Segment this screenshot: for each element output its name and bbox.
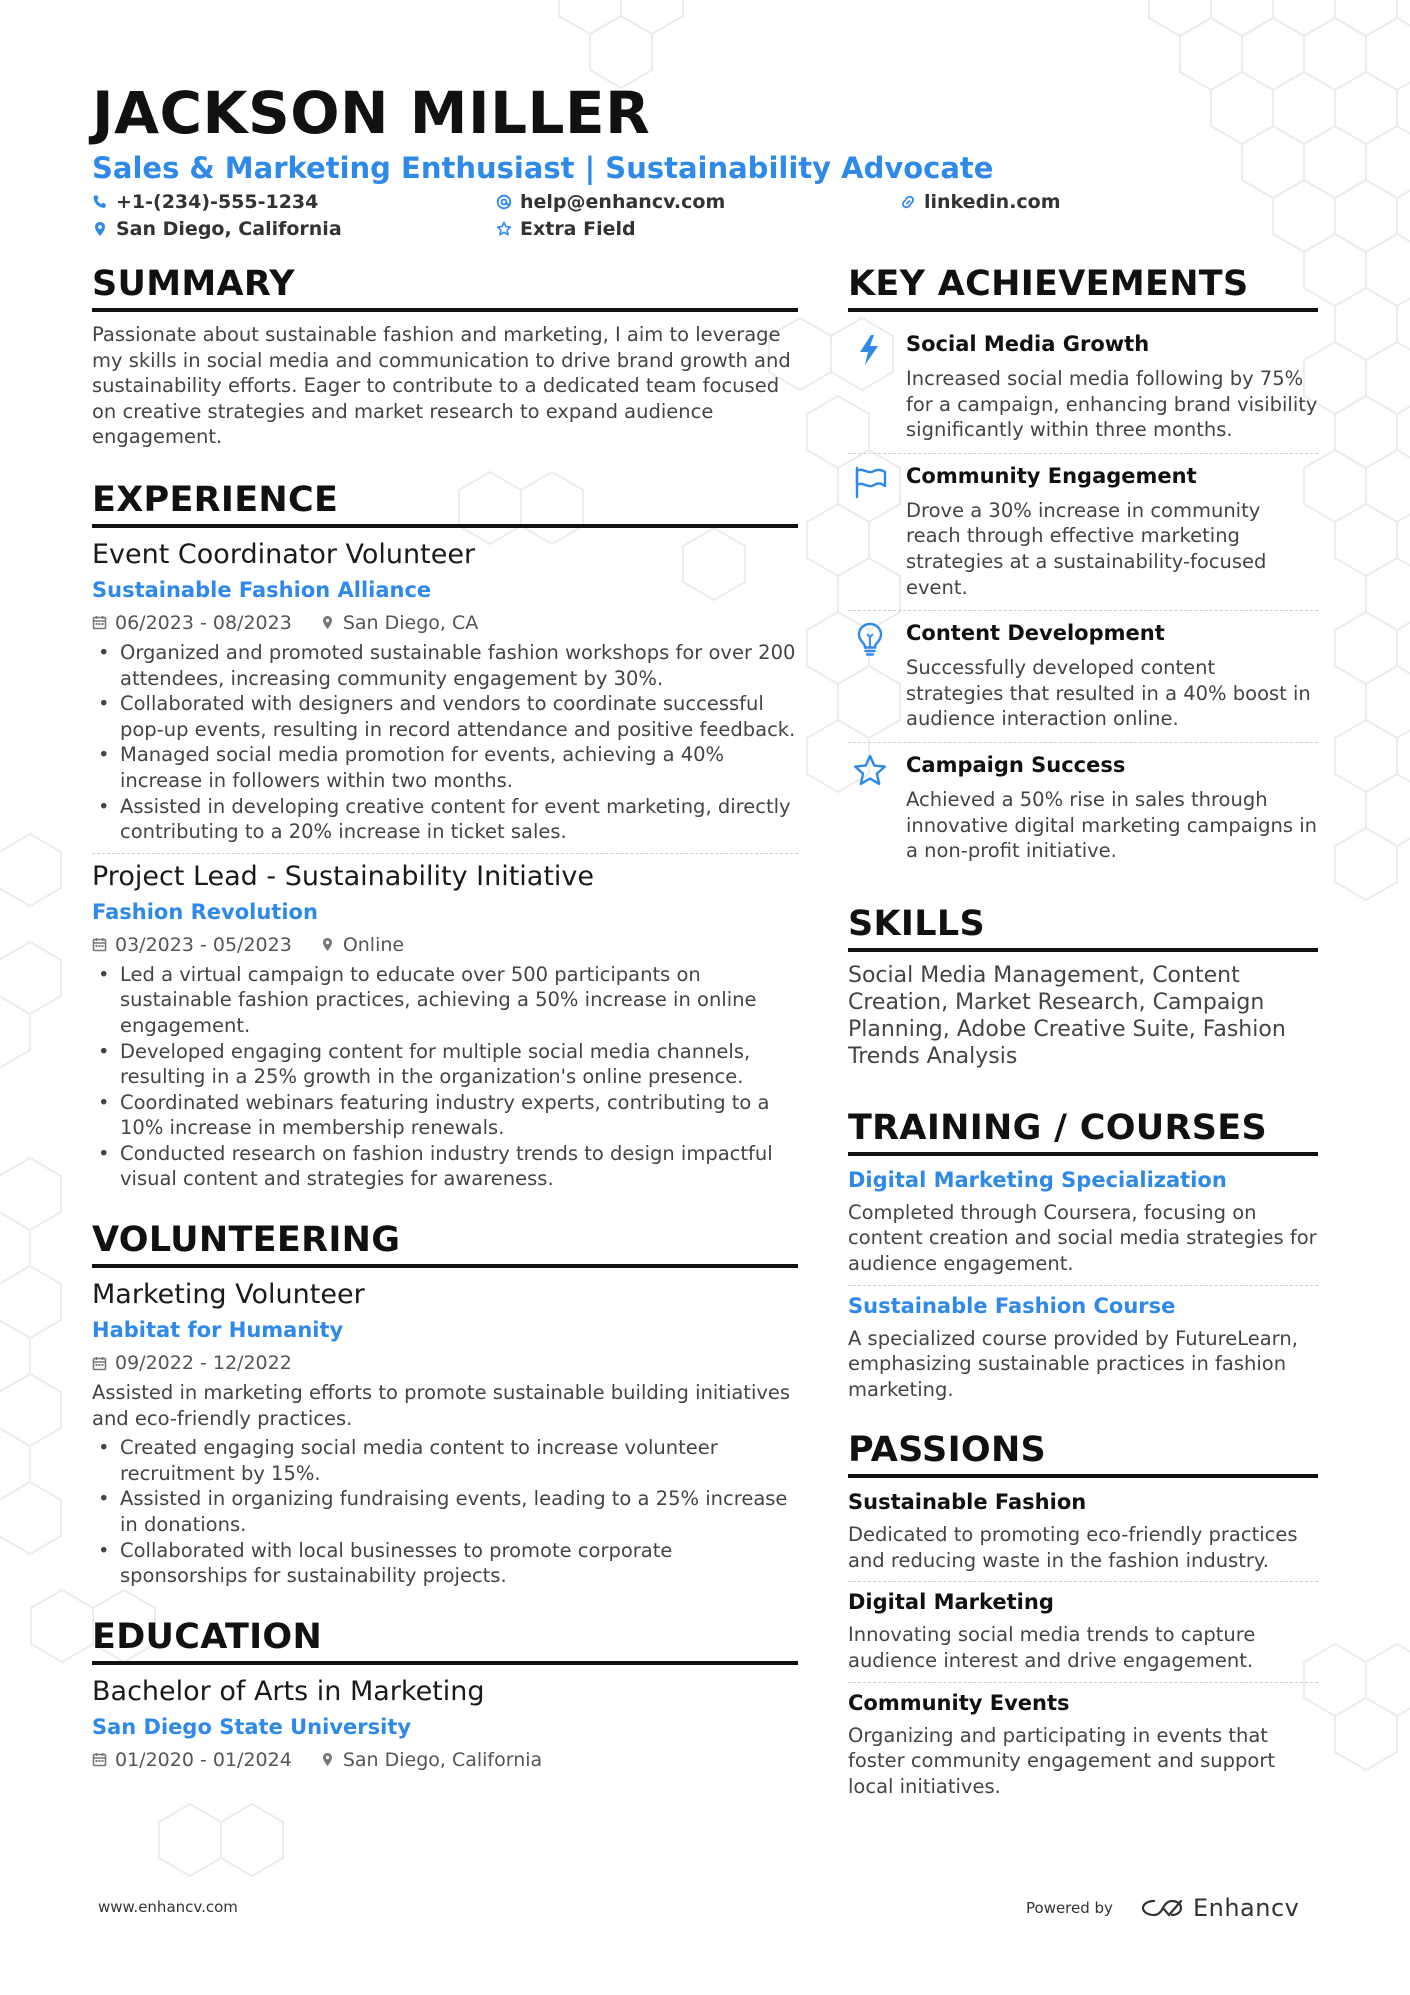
enhancv-logo-icon	[1139, 1897, 1185, 1919]
lightbulb-icon	[852, 621, 888, 657]
passion-title: Digital Marketing	[848, 1590, 1054, 1615]
brand-name: Enhancv	[1192, 1894, 1300, 1922]
job-title: Project Lead - Sustainability Initiative	[92, 860, 595, 892]
training-heading: TRAINING / COURSES	[848, 1106, 1318, 1156]
extra-field-text: Extra Field	[520, 218, 636, 240]
achievement-item	[848, 743, 1318, 874]
job-meta	[92, 932, 798, 958]
skills-section	[848, 902, 1318, 1070]
achievement-title: Campaign Success	[906, 752, 1126, 777]
achievement-desc: Increased social media following by 75% for a campaign, enhancing brand visibility significantly within three months.	[906, 367, 1318, 442]
location-pin-icon	[92, 221, 108, 237]
passion-desc: Dedicated to promoting eco-friendly practices and reducing waste in the fashion industry.	[848, 1523, 1298, 1572]
school-name: San Diego State University	[92, 1714, 412, 1739]
job-bullet: • Managed social media promotion for events, achieving a 40% increase in followers within two months.	[92, 742, 798, 793]
contact-linkedin[interactable]	[900, 190, 1061, 214]
footer-branding	[1026, 1894, 1299, 1922]
flag-icon	[852, 464, 888, 500]
experience-heading: EXPERIENCE	[92, 478, 798, 528]
achievements-section	[848, 262, 1318, 874]
job-dates	[92, 932, 292, 958]
phone-text: +1-(234)-555-1234	[116, 191, 319, 213]
experience-entry	[92, 538, 798, 845]
job-location-text: San Diego, CA	[342, 611, 479, 634]
divider	[848, 1682, 1318, 1683]
volunteer-dates	[92, 1350, 292, 1376]
achievement-desc: Successfully developed content strategies that resulted in a 40% boost in audience interaction online.	[906, 656, 1311, 731]
course-title: Digital Marketing Specialization	[848, 1167, 1227, 1192]
job-bullet: • Coordinated webinars featuring industry experts, contributing to a 10% increase in membership renewals.	[92, 1090, 798, 1141]
calendar-icon	[92, 615, 107, 630]
education-dates	[92, 1747, 292, 1773]
calendar-icon	[92, 1752, 107, 1767]
job-bullet: • Organized and promoted sustainable fashion workshops for over 200 attendees, increasing community engagement by 30%.	[92, 640, 798, 691]
phone-icon	[92, 194, 108, 210]
location-text: San Diego, California	[116, 218, 342, 240]
volunteering-heading: VOLUNTEERING	[92, 1218, 798, 1268]
star-outline-icon	[496, 221, 512, 237]
divider	[848, 1285, 1318, 1286]
summary-text: Passionate about sustainable fashion and marketing, I aim to leverage my skills in social media and communication to drive brand growth and sustainability efforts. Eager to contribute to a dedicated team focused on creative strategies and market research to expand audience engagement.	[92, 323, 791, 449]
job-bullet: • Conducted research on fashion industry trends to design impactful visual content and strategies for awareness.	[92, 1141, 798, 1192]
achievement-item	[848, 611, 1318, 742]
job-location	[320, 610, 478, 636]
link-icon	[900, 194, 916, 210]
job-bullet: • Led a virtual campaign to educate over 500 participants on sustainable fashion practices, achieving a 50% increase in online engagement.	[92, 962, 798, 1039]
job-title: Event Coordinator Volunteer	[92, 538, 476, 570]
volunteering-section	[92, 1218, 798, 1589]
job-location	[320, 932, 404, 958]
skills-heading: SKILLS	[848, 902, 1318, 952]
contact-phone[interactable]	[92, 190, 318, 214]
skills-text: Social Media Management, Content Creation, Market Research, Campaign Planning, Adobe Creative Suite, Fashion Trends Analysis	[848, 962, 1286, 1069]
volunteer-meta	[92, 1350, 798, 1376]
linkedin-text: linkedin.com	[924, 191, 1061, 213]
achievement-item	[848, 454, 1318, 610]
achievement-title: Social Media Growth	[906, 332, 1150, 356]
experience-entry	[92, 860, 798, 1192]
education-section	[92, 1615, 798, 1773]
contact-location	[92, 217, 342, 241]
job-dates-text: 06/2023 - 08/2023	[115, 611, 292, 634]
volunteer-org: Habitat for Humanity	[92, 1318, 344, 1343]
education-location	[320, 1747, 542, 1773]
left-column	[92, 262, 798, 1773]
education-heading: EDUCATION	[92, 1615, 798, 1665]
location-pin-icon	[320, 615, 335, 630]
lightning-icon-wrap	[848, 330, 892, 443]
achievement-title: Community Engagement	[906, 463, 1197, 488]
job-bullets	[92, 962, 798, 1192]
job-bullet: • Developed engaging content for multiple social media channels, resulting in a 25% growth in the organization's online presence.	[92, 1039, 798, 1090]
candidate-headline: Sales & Marketing Enthusiast | Sustainability Advocate	[92, 151, 994, 185]
email-text: help@enhancv.com	[520, 191, 726, 213]
volunteer-description: Assisted in marketing efforts to promote sustainable building initiatives and eco-friendly practices.	[92, 1381, 791, 1430]
achievements-heading: KEY ACHIEVEMENTS	[848, 262, 1318, 312]
divider	[848, 1581, 1318, 1582]
star-icon-wrap	[848, 751, 892, 864]
location-pin-icon	[320, 937, 335, 952]
right-column	[848, 262, 1318, 1799]
job-bullets	[92, 640, 798, 845]
volunteer-bullet: • Collaborated with local businesses to promote corporate sponsorships for sustainability projects.	[92, 1538, 798, 1589]
location-pin-icon	[320, 1752, 335, 1767]
achievement-item	[848, 322, 1318, 453]
passions-heading: PASSIONS	[848, 1428, 1318, 1478]
job-dates	[92, 610, 292, 636]
enhancv-logo[interactable]	[1139, 1894, 1299, 1922]
summary-section	[92, 262, 798, 450]
training-section	[848, 1106, 1318, 1403]
experience-section	[92, 478, 798, 1192]
passions-section	[848, 1428, 1318, 1799]
job-dates-text: 03/2023 - 05/2023	[115, 933, 292, 956]
company-name: Fashion Revolution	[92, 899, 318, 924]
passion-title: Sustainable Fashion	[848, 1490, 1087, 1515]
education-meta	[92, 1747, 798, 1773]
divider	[92, 853, 798, 854]
volunteer-dates-text: 09/2022 - 12/2022	[115, 1352, 292, 1375]
degree: Bachelor of Arts in Marketing	[92, 1675, 485, 1707]
achievement-desc: Drove a 30% increase in community reach through effective marketing strategies at a sustainability-focused event.	[906, 498, 1267, 599]
calendar-icon	[92, 937, 107, 952]
flag-icon-wrap	[848, 462, 892, 600]
education-location-text: San Diego, California	[342, 1748, 543, 1771]
course-desc: A specialized course provided by FutureLearn, emphasizing sustainable practices in fashion marketing.	[848, 1326, 1298, 1401]
education-dates-text: 01/2020 - 01/2024	[115, 1748, 292, 1771]
passion-title: Community Events	[848, 1690, 1070, 1715]
volunteer-bullets	[92, 1435, 798, 1589]
lightning-icon	[852, 332, 888, 368]
summary-heading: SUMMARY	[92, 262, 798, 312]
volunteer-bullet: • Assisted in organizing fundraising events, leading to a 25% increase in donations.	[92, 1486, 798, 1537]
volunteer-role: Marketing Volunteer	[92, 1279, 365, 1311]
contact-email[interactable]	[496, 190, 725, 214]
lightbulb-icon-wrap	[848, 619, 892, 732]
achievement-desc: Achieved a 50% rise in sales through innovative digital marketing campaigns in a non-profit initiative.	[906, 787, 1317, 863]
company-name: Sustainable Fashion Alliance	[92, 577, 432, 602]
course-desc: Completed through Coursera, focusing on content creation and social media strategies for audience engagement.	[848, 1200, 1317, 1275]
contact-extra-field	[496, 217, 636, 241]
powered-by-label: Powered by	[1026, 1899, 1113, 1917]
candidate-name: JACKSON MILLER	[92, 79, 651, 147]
volunteer-bullet: • Created engaging social media content to increase volunteer recruitment by 15%.	[92, 1435, 798, 1486]
job-bullet: • Assisted in developing creative content for event marketing, directly contributing to a 20% increase in ticket sales.	[92, 794, 798, 845]
job-location-text: Online	[342, 933, 405, 956]
job-bullet: • Collaborated with designers and vendors to coordinate successful pop-up events, resulting in record attendance and positive feedback.	[92, 691, 798, 742]
footer-website[interactable]: www.enhancv.com	[98, 1898, 238, 1916]
at-icon	[496, 194, 512, 210]
passion-desc: Organizing and participating in events that foster community engagement and support local initiatives.	[848, 1723, 1275, 1798]
passion-desc: Innovating social media trends to capture audience interest and drive engagement.	[848, 1623, 1256, 1673]
calendar-icon	[92, 1356, 107, 1371]
star-icon	[852, 753, 888, 789]
job-meta	[92, 610, 798, 636]
achievement-title: Content Development	[906, 621, 1165, 646]
course-title: Sustainable Fashion Course	[848, 1293, 1176, 1318]
